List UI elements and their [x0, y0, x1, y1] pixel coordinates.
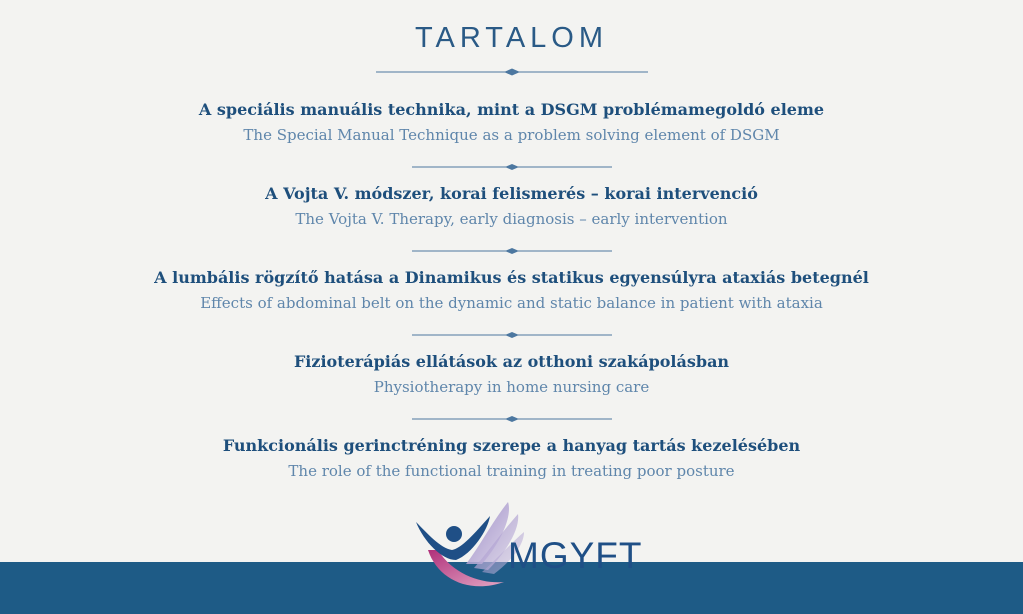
- toc-entry-title-en: The role of the functional training in treating poor posture: [288, 462, 735, 480]
- entry-divider: [0, 414, 1023, 424]
- toc-entry-title-en: Physiotherapy in home nursing care: [373, 378, 650, 396]
- toc-entry-title-hu: A Vojta V. módszer, korai felismerés – korai intervenció: [265, 184, 758, 203]
- toc-entry-title-hu: Fizioterápiás ellátások az otthoni szakápolásban: [293, 352, 730, 371]
- page-title: TARTALOM: [414, 22, 609, 54]
- mgyft-logo: [408, 498, 648, 594]
- toc-entry-5[interactable]: [0, 435, 1023, 482]
- entry-divider: [0, 246, 1023, 256]
- title-divider: [0, 67, 1023, 77]
- toc-entry-title-hu: Funkcionális gerinctréning szerepe a hanyag tartás kezelésében: [222, 436, 801, 455]
- toc-entry-3[interactable]: [0, 267, 1023, 314]
- toc-entry-title-hu: A lumbális rögzítő hatása a Dinamikus és statikus egyensúlyra ataxiás betegnél: [154, 268, 869, 287]
- logo-text: MGYFT: [508, 535, 643, 576]
- toc-entry-title-hu: A speciális manuális technika, mint a DSGM problémamegoldó eleme: [198, 100, 825, 119]
- toc-entry-4[interactable]: [0, 351, 1023, 398]
- entry-divider: [0, 162, 1023, 172]
- toc-entry-1[interactable]: [0, 99, 1023, 146]
- toc-entry-2[interactable]: [0, 183, 1023, 230]
- toc-entry-title-en: The Special Manual Technique as a problem solving element of DSGM: [243, 126, 780, 144]
- toc-entry-title-en: Effects of abdominal belt on the dynamic and static balance in patient with ataxia: [200, 294, 823, 312]
- entry-divider: [0, 330, 1023, 340]
- toc-entry-title-en: The Vojta V. Therapy, early diagnosis – early intervention: [295, 210, 728, 228]
